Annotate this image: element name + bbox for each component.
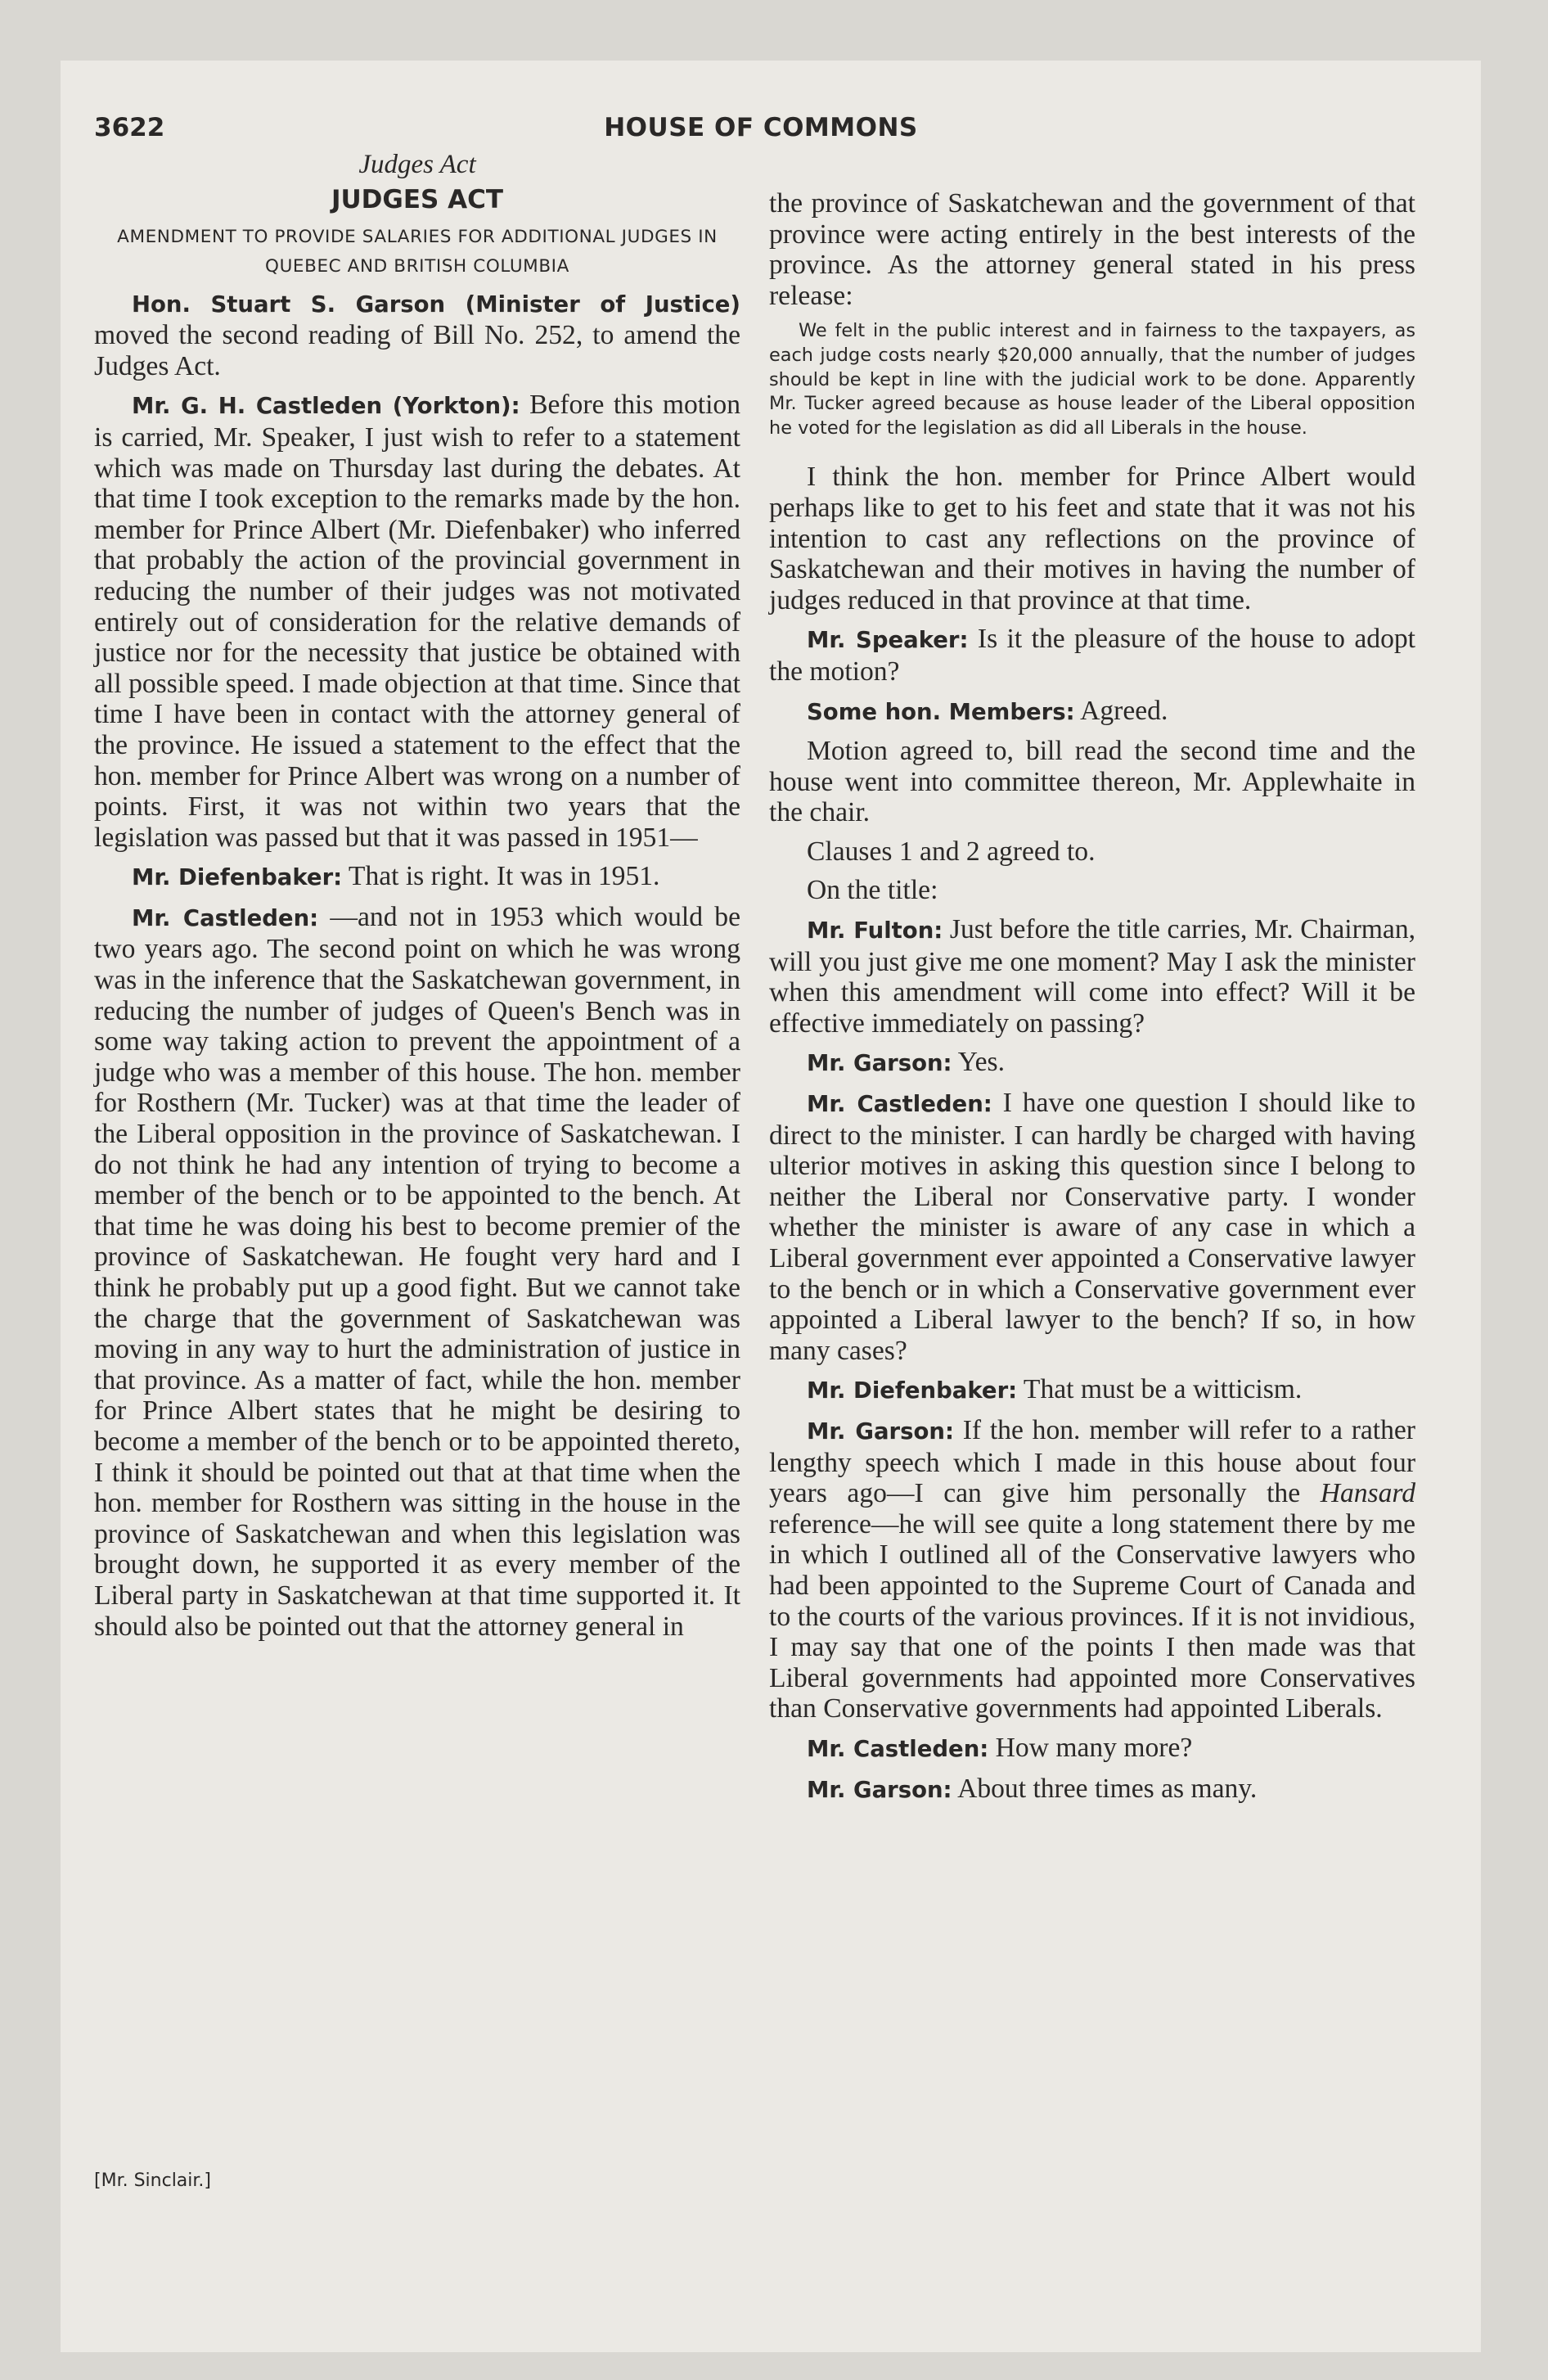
left-column <box>94 149 740 1650</box>
section-subheading: AMENDMENT TO PROVIDE SALARIES FOR ADDITIONAL JUDGES IN QUEBEC AND BRITISH COLUMBIA <box>117 226 718 277</box>
speaker-name: Mr. Garson: <box>807 1418 954 1445</box>
paragraph-text: Is it the pleasure of the house to adopt the motion? <box>769 624 1415 687</box>
paragraph-text: Before this motion is carried, Mr. Speaker, I just wish to refer to a statement which was made on Thursday last during the debates. At that time I took exception to the remarks made by the hon. member for Prince Albert (Mr. Diefenbaker) who inferred that probably the action of the provincial government in reducing the number of their judges was not motivated entirely out of consideration for the relative demands of justice nor for the necessity that justice be obtained with all possible speed. I made objection at that time. Since that time I have been in contact with the attorney general of the province. He issued a statement to the effect that the hon. member for Prince Albert was wrong on a number of points. First, it was not within two years that the legislation was passed but that it was passed in 1951— <box>94 390 740 853</box>
speaker-name: Mr. Garson: <box>807 1050 952 1077</box>
paragraph-text: Motion agreed to, bill read the second time and the house went into committee thereon, Mr. Applewhaite in the chair. <box>769 736 1415 828</box>
paragraph-text: On the title: <box>807 875 938 906</box>
paragraph-text: That is right. It was in 1951. <box>342 861 660 892</box>
paragraph-text: I think the hon. member for Prince Albert would perhaps like to get to his feet and state that it was not his intention to cast any reflections on the province of Saskatchewan and their motives in having the number of judges reduced in that province at that time. <box>769 462 1415 615</box>
speaker-name: Mr. Castleden: <box>132 904 319 931</box>
paragraph <box>769 1088 1415 1366</box>
paragraph-text: About three times as many. <box>952 1773 1258 1804</box>
paragraph-text: —and not in 1953 which would be two years ago. The second point on which he was wrong was in the inference that the Saskatchewan government, in reducing the number of judges of Queen's Bench was in some way taking action to prevent the appointment of a judge who was a member of this house. The hon. member for Rosthern (Mr. Tucker) was at that time the leader of the Liberal opposition in the province of Saskatchewan. I do not think he had any intention of trying to become a member of the bench or to be appointed to the bench. At that time he was doing his best to become premier of the province of Saskatchewan. He fought very hard and I think he probably put up a good fight. But we cannot take the charge that the government of Saskatchewan was moving in any way to hurt the administration of justice in that province. As a matter of fact, while the hon. member for Prince Albert states that he might be desiring to become a member of the bench or to be appointed thereto, I think it should be pointed out that at that time when the hon. member for Rosthern was sitting in the house in the province of Saskatchewan and when this legislation was brought down, he supported it as every member of the Liberal party in Saskatchewan at that time supported it. It should also be pointed out that the attorney general in <box>94 901 740 1642</box>
speaker-name: Mr. G. H. Castleden (Yorkton): <box>132 393 520 420</box>
paragraph <box>769 696 1415 728</box>
paragraph-text: moved the second reading of Bill No. 252, to amend the Judges Act. <box>94 320 740 381</box>
speaker-name: Mr. Speaker: <box>807 627 969 654</box>
paragraph <box>769 462 1415 615</box>
speaker-name: Mr. Diefenbaker: <box>132 864 343 891</box>
paragraph <box>94 861 740 894</box>
paragraph <box>769 1415 1415 1724</box>
hansard-italic: Hansard <box>1320 1478 1415 1509</box>
paragraph <box>94 288 740 382</box>
paragraph <box>769 188 1415 311</box>
speaker-name: Some hon. Members: <box>807 698 1075 725</box>
running-head <box>94 113 1428 152</box>
paragraph <box>769 836 1415 868</box>
paragraph <box>769 1774 1415 1806</box>
section-heading: JUDGES ACT <box>331 185 504 214</box>
paragraph-text: Just before the title carries, Mr. Chairman, will you just give me one moment? May I ask the minister when this amendment will come into effect? Will it be effective immediately on passing? <box>769 914 1415 1039</box>
right-column <box>769 188 1415 1814</box>
speaker-name: Hon. Stuart S. Garson (Minister of Justice) <box>132 291 740 318</box>
paragraph <box>769 736 1415 828</box>
paragraph <box>769 1374 1415 1407</box>
paragraph-text: Yes. <box>952 1047 1005 1078</box>
paragraph-text: the province of Saskatchewan and the government of that province were acting entirely in the best interests of the province. As the attorney general stated in his press release: <box>769 188 1415 311</box>
paragraph <box>769 914 1415 1039</box>
speaker-name: Mr. Garson: <box>807 1776 952 1803</box>
paragraph <box>769 624 1415 687</box>
speaker-name: Mr. Castleden: <box>807 1091 992 1118</box>
speaker-name: Mr. Diefenbaker: <box>807 1377 1018 1404</box>
paragraph-text: How many more? <box>988 1732 1193 1763</box>
page-number: 3622 <box>94 113 165 142</box>
page-header-title: HOUSE OF COMMONS <box>604 113 918 142</box>
paragraph <box>769 875 1415 906</box>
paragraph <box>94 390 740 853</box>
block-quote: We felt in the public interest and in fairness to the taxpayers, as each judge costs nearly $20,000 annually, that the number of judges should be kept in line with the judicial work to be done. Apparently Mr. Tucker agreed because as house leader of the Liberal opposition he voted for the legislation as did all Liberals in the house. <box>769 320 1415 439</box>
speaker-name: Mr. Castleden: <box>807 1735 989 1762</box>
paragraph-text: I have one question I should like to direct to the minister. I can hardly be charged with having ulterior motives in asking this question since I belong to neither the Liberal nor Conservative party. I wonder whether the minister is aware of any case in which a Liberal government ever appointed a Conservative lawyer to the bench or in which a Conservative government ever appointed a Liberal lawyer to the bench? If so, in how many cases? <box>769 1088 1415 1366</box>
footer-note: [Mr. Sinclair.] <box>94 2170 211 2191</box>
paragraph-text: That must be a witticism. <box>1017 1374 1303 1405</box>
paragraph-text: If the hon. member will refer to a rather lengthy speech which I made in this house about four years ago—I can give him personally the <box>769 1414 1415 1509</box>
subject-heading: Judges Act <box>358 150 476 179</box>
speaker-name: Mr. Fulton: <box>807 917 943 944</box>
paragraph <box>769 1047 1415 1080</box>
paragraph <box>94 902 740 1642</box>
paragraph-text: Agreed. <box>1074 695 1168 726</box>
paragraph-text: Clauses 1 and 2 agreed to. <box>807 836 1096 867</box>
paragraph-text: reference—he will see quite a long statement there by me in which I outlined all of the Conservative lawyers who had been appointed to the Supreme Court of Canada and to the courts of the various provinces. If it is not invidious, I may say that one of the points I then made was that Liberal governments had appointed more Conservatives than Conservative governments had appointed Liberals. <box>769 1508 1415 1724</box>
paragraph <box>769 1733 1415 1765</box>
